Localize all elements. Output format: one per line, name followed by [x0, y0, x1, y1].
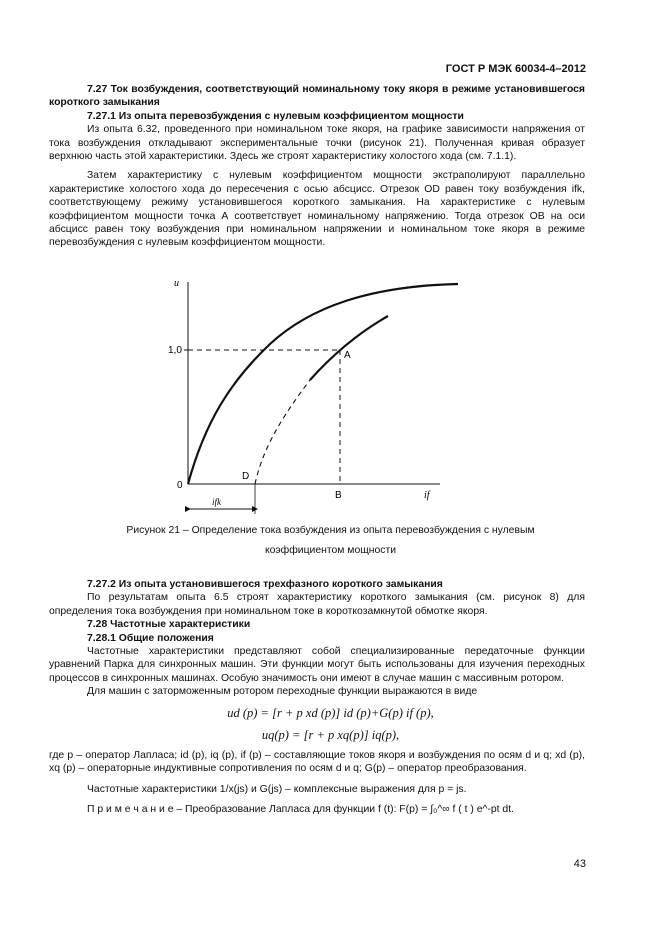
- figure-caption-line-2: коэффициентом мощности: [264, 545, 397, 556]
- paragraph-4: Частотные характеристики представляют собой специализированные передаточные функции уравнений Парка для синхронных машин. Эти функции могут быть использованы для изучения переходных процессов в синхронных машинах. Особую значимость они имеют в случае машин с массивным ротором.: [49, 646, 585, 684]
- section-7-27-heading: 7.27 Ток возбуждения, соответствующий номинальному току якоря в режиме установившегося короткого замыкания: [49, 84, 585, 109]
- zero-pf-extrapolation: [255, 380, 310, 484]
- figure-caption-line-1: Рисунок 21 – Определение тока возбуждения из опыта перевозбуждения с нулевым: [126, 525, 535, 536]
- section-7-28-heading: 7.28 Частотные характеристики: [87, 619, 251, 631]
- section-7-27-1-heading: 7.27.1 Из опыта перевозбуждения с нулевым коэффициентом мощности: [87, 110, 464, 122]
- open-circuit-curve: [188, 284, 458, 484]
- ifk-label: ifk: [212, 497, 221, 507]
- origin-label: 0: [177, 480, 183, 491]
- page-number: 43: [573, 858, 586, 870]
- paragraph-2: Затем характеристику с нулевым коэффициентом мощности экстраполируют параллельно характеристике холостого хода до пересечения с осью абсцисс. Отрезок OD равен току возбуждения ifk, соответствующему режиму установившегося короткого замыкания. На характеристике с нулевым коэффициентом мощности точка А соответствует номинальному напряжению. Тогда отрезок OB на оси абсцисс равен току возбуждения при номинальном напряжении и номинальном токе якоря в режиме перевозбуждения с нулевым коэффициентом мощности.: [49, 170, 585, 249]
- formula-2: uq(p) = [r + p xq(p)] iq(p),: [261, 728, 400, 742]
- paragraph-6: где p – оператор Лапласа; id (p), iq (p), if (p) – составляющие токов якоря и возбуждения по осям d и q; xd (p), xq (p) – операторные индуктивные сопротивления по осям d и q; G(p) – оператор преобразования.: [49, 750, 585, 775]
- document-header: ГОСТ Р МЭК 60034-4–2012: [445, 63, 586, 75]
- paragraph-3: По результатам опыта 6.5 строят характеристику короткого замыкания (см. рисунок 8) для определения тока возбуждения при номинальном токе в короткозамкнутой обмотке якоря.: [49, 592, 585, 617]
- upper-text-block: [49, 83, 585, 250]
- point-a-label: A: [344, 350, 351, 361]
- paragraph-5: Для машин с заторможенным ротором переходные функции выражаются в виде: [87, 686, 478, 698]
- x-axis-label: if: [424, 490, 430, 501]
- section-7-28-1-heading: 7.28.1 Общие положения: [87, 632, 214, 644]
- point-d-label: D: [242, 471, 250, 482]
- y-axis-label: u: [174, 278, 179, 289]
- paragraph-7: Частотные характеристики 1/x(js) и G(js) – комплексные выражения для p = js.: [87, 783, 467, 795]
- note: П р и м е ч а н и е – Преобразование Лапласа для функции f (t): F(p) = ∫₀^∞ f ( t ) e^-pt dt.: [87, 804, 514, 816]
- zero-pf-curve: [310, 316, 388, 380]
- paragraph-1: Из опыта 6.32, проведенного при номинальном токе якоря, на графике зависимости напряжения от тока возбуждения откладывают экспериментальные точки (рисунок 21). Полученная кривая образует верхнюю часть этой характеристики. Здесь же строят характеристику холостого хода (см. 7.1.1).: [49, 124, 585, 163]
- formula-1: ud (p) = [r + p xd (p)] id (p)+G(p) if (p),: [227, 706, 434, 720]
- section-7-27-2-heading: 7.27.2 Из опыта установившегося трехфазного короткого замыкания: [87, 579, 443, 590]
- figure-21-chart: [160, 272, 460, 522]
- y-tick-label: 1,0: [168, 345, 182, 356]
- point-b-label: B: [335, 490, 342, 501]
- lower-text-block: [49, 578, 585, 699]
- bottom-text-block: [49, 749, 585, 817]
